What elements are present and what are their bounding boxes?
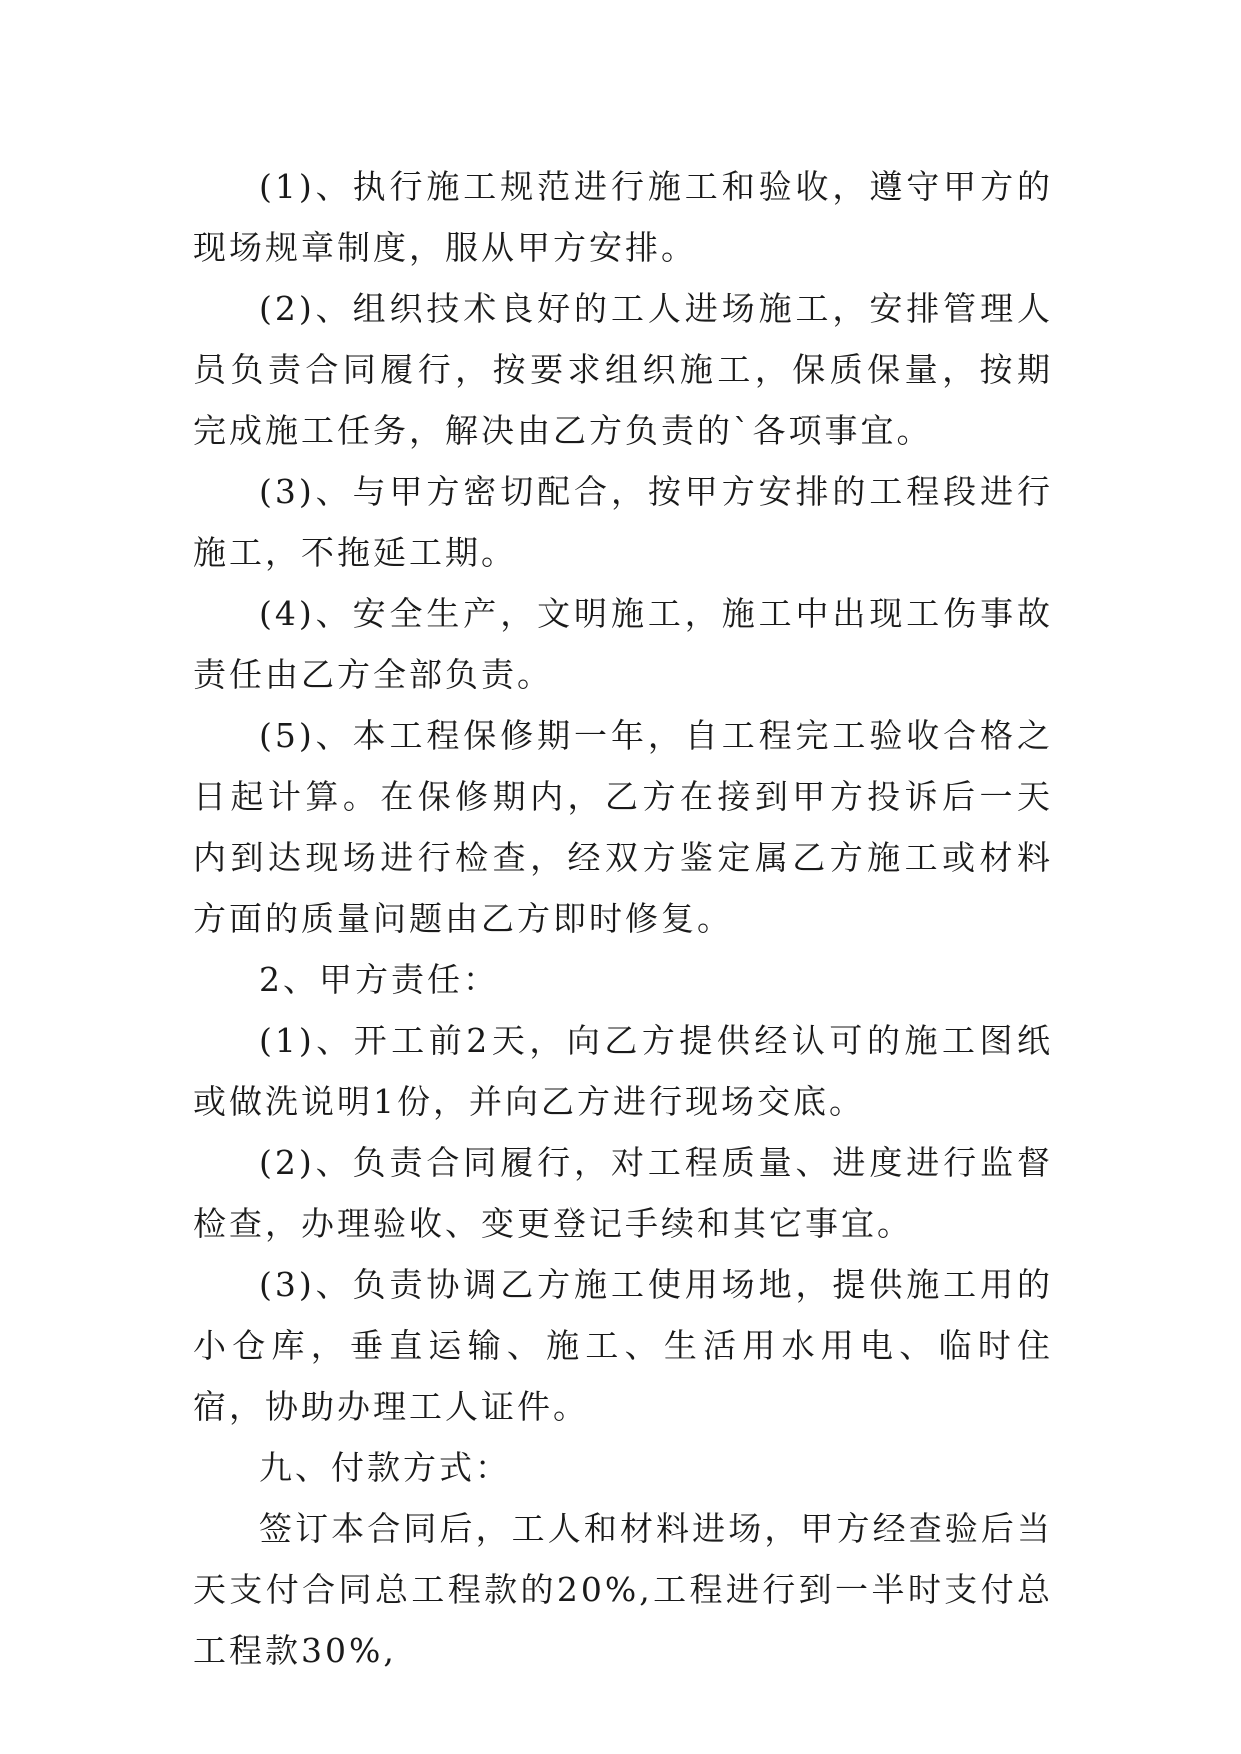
document-page [193, 156, 1053, 1681]
clause-paragraph: (3)、负责协调乙方施工使用场地，提供施工用的小仓库，垂直运输、施工、生活用水用电、临时住宿，协助办理工人证件。 [193, 1265, 1053, 1426]
clause-paragraph: (3)、与甲方密切配合，按甲方安排的工程段进行施工，不拖延工期。 [193, 472, 1053, 572]
clause-paragraph: (2)、组织技术良好的工人进场施工，安排管理人员负责合同履行，按要求组织施工，保质保量，按期完成施工任务，解决由乙方负责的`各项事宜。 [193, 289, 1053, 450]
clause-paragraph: (2)、负责合同履行，对工程质量、进度进行监督检查，办理验收、变更登记手续和其它事宜。 [193, 1143, 1053, 1243]
clause-paragraph: (4)、安全生产，文明施工，施工中出现工伤事故责任由乙方全部负责。 [193, 594, 1053, 694]
section-heading: 九、付款方式： [259, 1448, 511, 1487]
clause-paragraph: (5)、本工程保修期一年，自工程完工验收合格之日起计算。在保修期内，乙方在接到甲方投诉后一天内到达现场进行检查，经双方鉴定属乙方施工或材料方面的质量问题由乙方即时修复。 [193, 716, 1053, 938]
clause-paragraph: 签订本合同后，工人和材料进场，甲方经查验后当天支付合同总工程款的20%,工程进行到一半时支付总工程款30%, [193, 1509, 1053, 1670]
clause-paragraph: (1)、开工前2天，向乙方提供经认可的施工图纸或做洗说明1份，并向乙方进行现场交底。 [193, 1021, 1053, 1121]
clause-paragraph: (1)、执行施工规范进行施工和验收，遵守甲方的现场规章制度，服从甲方安排。 [193, 167, 1053, 267]
section-heading: 2、甲方责任： [259, 960, 499, 999]
